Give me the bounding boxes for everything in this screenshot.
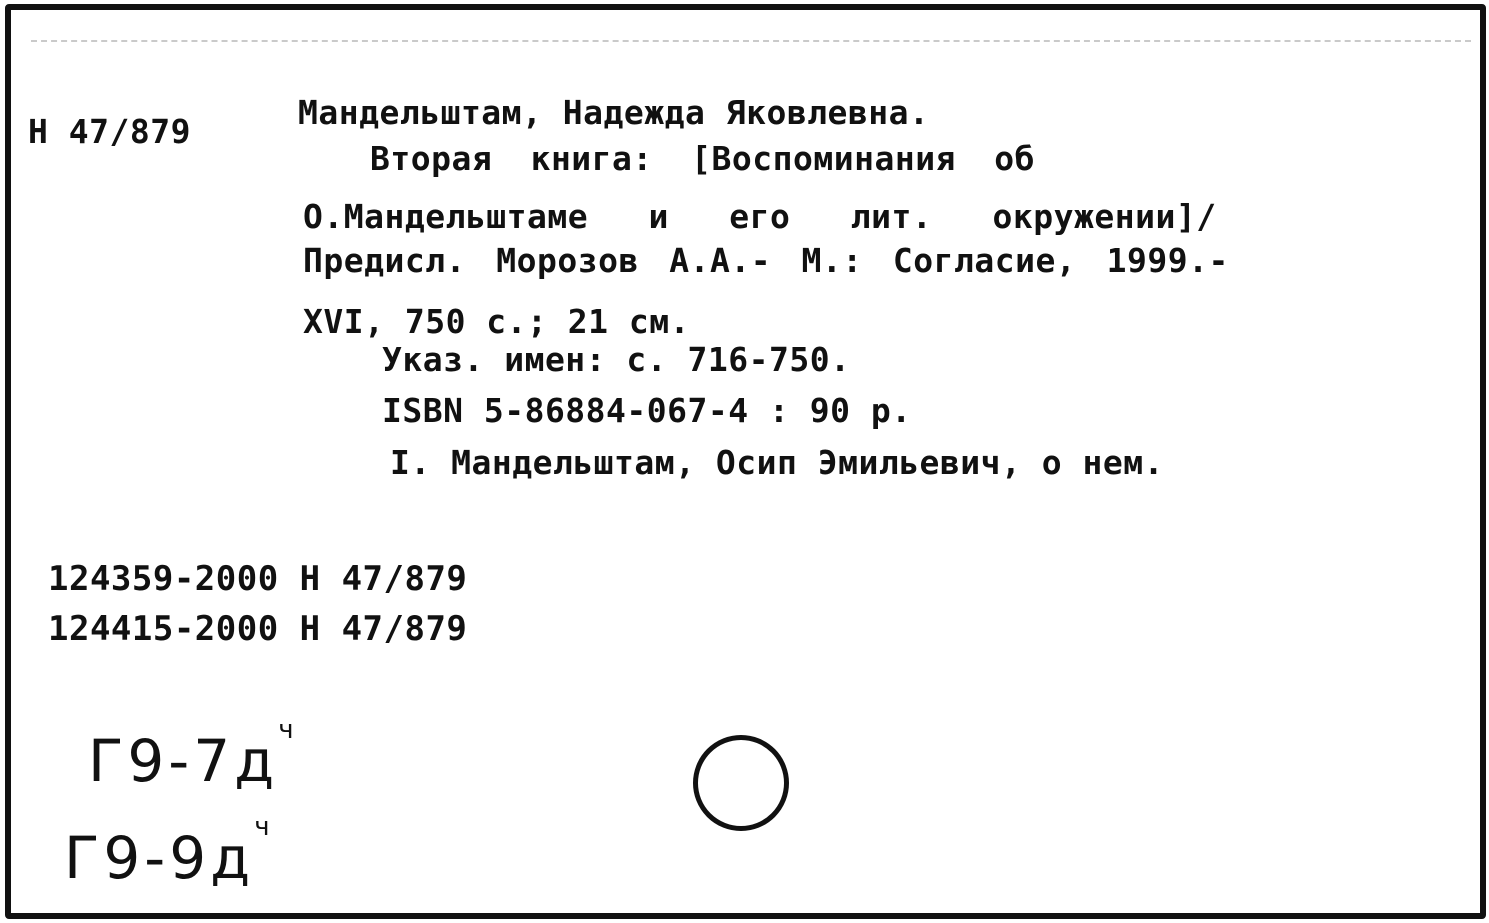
author-line: Мандельштам, Надежда Яковлевна. [298, 93, 930, 132]
inventory-line: 124359-2000 Н 47/879 [48, 559, 468, 599]
inventory-line: 124415-2000 Н 47/879 [48, 609, 468, 649]
isbn-line: ISBN 5-86884-067-4 : 90 р. [382, 391, 912, 430]
subject-line: I. Мандельштам, Осип Эмильевич, о нем. [390, 443, 1164, 482]
pagination-line: XVI, 750 с.; 21 см. [303, 302, 690, 341]
title-line-2: О.Мандельштаме и его лит. окружении]/ [303, 197, 1217, 236]
handwritten-shelf-mark [64, 812, 274, 892]
top-dashed-line [31, 40, 1471, 42]
punch-hole [693, 735, 789, 831]
handwritten-shelf-mark [88, 715, 298, 795]
shelf-mark-text: Г9-9д [64, 824, 255, 892]
shelf-mark-text: Г9-7д [88, 727, 279, 795]
index-note: Указ. имен: с. 716-750. [382, 340, 851, 379]
title-line-1: Вторая книга: [Воспоминания об [370, 139, 1036, 178]
call-number: Н 47/879 [28, 112, 191, 151]
shelf-mark-superscript: ч [278, 715, 298, 745]
shelf-mark-superscript: ч [254, 812, 274, 842]
publication-line: Предисл. Морозов А.А.- М.: Согласие, 1999.- [303, 241, 1229, 280]
